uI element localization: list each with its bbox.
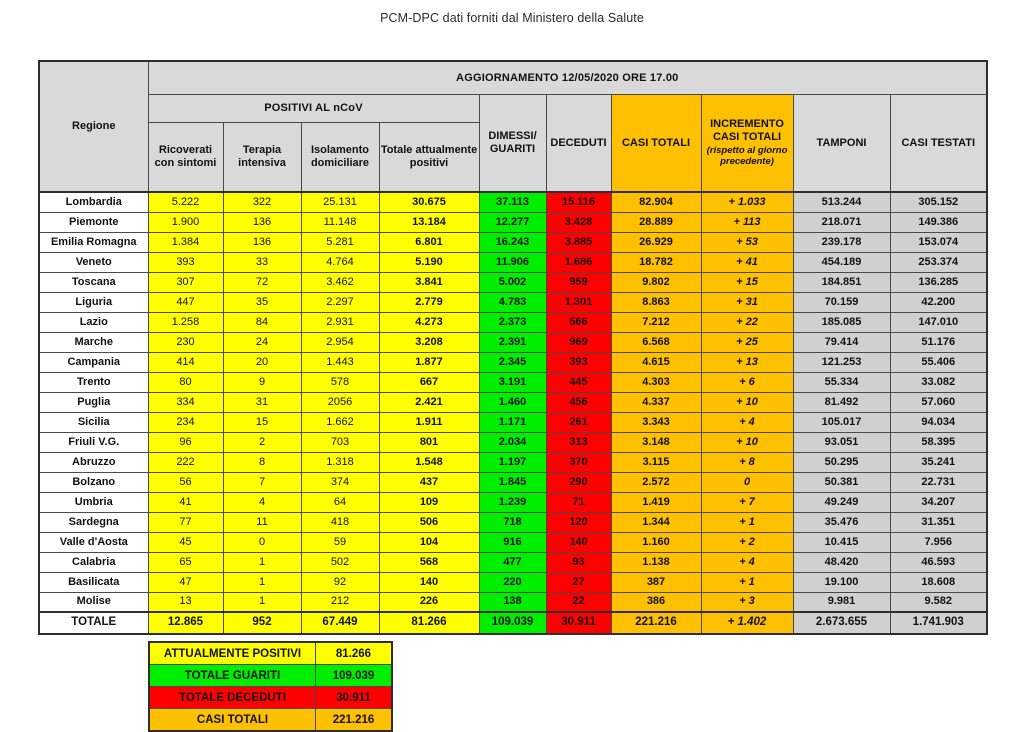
table-header (39, 61, 987, 192)
cell-isolamento-domiciliare: 1.443 (301, 352, 379, 372)
cell-deceduti: 140 (546, 532, 611, 552)
cell-casi-totali: 1.419 (611, 492, 701, 512)
cell-tamponi: 35.476 (793, 512, 890, 532)
header-group-positivi: POSITIVI AL nCoV (148, 95, 479, 123)
cell-incremento-casi-totali: + 31 (701, 292, 793, 312)
cell-regione: Bolzano (39, 472, 148, 492)
cell-terapia-intensiva: 1 (223, 552, 301, 572)
cell-isolamento-domiciliare: 1.318 (301, 452, 379, 472)
regional-covid-table (38, 60, 988, 635)
cell-casi-testati: 55.406 (890, 352, 987, 372)
cell-casi-totali: 18.782 (611, 252, 701, 272)
cell-ricoverati: 96 (148, 432, 223, 452)
cell-totale-attualmente-positivi: 140 (379, 572, 479, 592)
header-incremento-label: INCREMENTO CASI TOTALI (710, 118, 784, 144)
cell-totale-attualmente-positivi: 30.675 (379, 192, 479, 212)
cell-ricoverati: 77 (148, 512, 223, 532)
table-row (39, 252, 987, 272)
cell-regione: Umbria (39, 492, 148, 512)
cell-dimessi-guariti: 3.191 (479, 372, 546, 392)
table-row (39, 312, 987, 332)
cell-totale-attualmente-positivi: 13.184 (379, 212, 479, 232)
cell-ricoverati: 5.222 (148, 192, 223, 212)
cell-totale-attualmente-positivi: 81.266 (379, 612, 479, 634)
cell-casi-testati: 253.374 (890, 252, 987, 272)
cell-deceduti: 959 (546, 272, 611, 292)
cell-incremento-casi-totali: + 41 (701, 252, 793, 272)
cell-incremento-casi-totali: + 10 (701, 432, 793, 452)
cell-totale-attualmente-positivi: 568 (379, 552, 479, 572)
cell-casi-totali: 221.216 (611, 612, 701, 634)
cell-isolamento-domiciliare: 4.764 (301, 252, 379, 272)
cell-dimessi-guariti: 2.345 (479, 352, 546, 372)
cell-totale-attualmente-positivi: 6.801 (379, 232, 479, 252)
cell-totale-attualmente-positivi: 5.190 (379, 252, 479, 272)
cell-isolamento-domiciliare: 64 (301, 492, 379, 512)
cell-casi-testati: 35.241 (890, 452, 987, 472)
cell-ricoverati: 1.900 (148, 212, 223, 232)
header-deceduti: DECEDUTI (546, 95, 611, 193)
cell-tamponi: 81.492 (793, 392, 890, 412)
summary-legend-table (148, 641, 393, 732)
cell-dimessi-guariti: 11.906 (479, 252, 546, 272)
cell-casi-totali: 4.303 (611, 372, 701, 392)
cell-tamponi: 454.189 (793, 252, 890, 272)
cell-incremento-casi-totali: + 15 (701, 272, 793, 292)
cell-dimessi-guariti: 718 (479, 512, 546, 532)
cell-incremento-casi-totali: + 53 (701, 232, 793, 252)
legend-label: TOTALE DECEDUTI (149, 687, 316, 709)
cell-totale-attualmente-positivi: 1.911 (379, 412, 479, 432)
cell-regione: Basilicata (39, 572, 148, 592)
cell-deceduti: 93 (546, 552, 611, 572)
cell-casi-testati: 94.034 (890, 412, 987, 432)
cell-tamponi: 239.178 (793, 232, 890, 252)
cell-casi-totali: 1.344 (611, 512, 701, 532)
cell-dimessi-guariti: 1.239 (479, 492, 546, 512)
cell-regione: Lazio (39, 312, 148, 332)
cell-casi-totali: 3.115 (611, 452, 701, 472)
cell-deceduti: 27 (546, 572, 611, 592)
cell-dimessi-guariti: 1.171 (479, 412, 546, 432)
cell-tamponi: 184.851 (793, 272, 890, 292)
cell-dimessi-guariti: 138 (479, 592, 546, 612)
cell-totale-attualmente-positivi: 506 (379, 512, 479, 532)
cell-incremento-casi-totali: + 1 (701, 512, 793, 532)
cell-tamponi: 79.414 (793, 332, 890, 352)
legend-label: CASI TOTALI (149, 709, 316, 732)
cell-casi-totali: 386 (611, 592, 701, 612)
cell-ricoverati: 12.865 (148, 612, 223, 634)
cell-ricoverati: 230 (148, 332, 223, 352)
legend-row (149, 665, 392, 687)
cell-deceduti: 261 (546, 412, 611, 432)
cell-totale-attualmente-positivi: 437 (379, 472, 479, 492)
cell-casi-testati: 22.731 (890, 472, 987, 492)
cell-casi-testati: 42.200 (890, 292, 987, 312)
cell-tamponi: 50.295 (793, 452, 890, 472)
cell-tamponi: 10.415 (793, 532, 890, 552)
cell-tamponi: 93.051 (793, 432, 890, 452)
cell-totale-attualmente-positivi: 226 (379, 592, 479, 612)
cell-ricoverati: 80 (148, 372, 223, 392)
cell-dimessi-guariti: 37.113 (479, 192, 546, 212)
cell-deceduti: 456 (546, 392, 611, 412)
cell-dimessi-guariti: 12.277 (479, 212, 546, 232)
legend-row (149, 709, 392, 732)
cell-casi-testati: 149.386 (890, 212, 987, 232)
cell-terapia-intensiva: 11 (223, 512, 301, 532)
cell-dimessi-guariti: 5.002 (479, 272, 546, 292)
cell-deceduti: 393 (546, 352, 611, 372)
cell-regione: Sicilia (39, 412, 148, 432)
cell-regione: Molise (39, 592, 148, 612)
cell-tamponi: 70.159 (793, 292, 890, 312)
cell-dimessi-guariti: 109.039 (479, 612, 546, 634)
cell-casi-totali: 1.160 (611, 532, 701, 552)
cell-ricoverati: 47 (148, 572, 223, 592)
cell-ricoverati: 45 (148, 532, 223, 552)
cell-dimessi-guariti: 2.034 (479, 432, 546, 452)
legend-body (149, 642, 392, 731)
cell-terapia-intensiva: 31 (223, 392, 301, 412)
cell-totale-attualmente-positivi: 1.548 (379, 452, 479, 472)
cell-casi-testati: 33.082 (890, 372, 987, 392)
cell-ricoverati: 393 (148, 252, 223, 272)
cell-ricoverati: 41 (148, 492, 223, 512)
cell-casi-totali: 4.337 (611, 392, 701, 412)
cell-incremento-casi-totali: + 4 (701, 552, 793, 572)
cell-regione: Calabria (39, 552, 148, 572)
cell-terapia-intensiva: 1 (223, 572, 301, 592)
cell-isolamento-domiciliare: 67.449 (301, 612, 379, 634)
cell-deceduti: 566 (546, 312, 611, 332)
cell-casi-testati: 51.176 (890, 332, 987, 352)
header-tamponi: TAMPONI (793, 95, 890, 193)
cell-deceduti: 445 (546, 372, 611, 392)
table-row (39, 452, 987, 472)
cell-casi-totali: 4.615 (611, 352, 701, 372)
cell-incremento-casi-totali: + 25 (701, 332, 793, 352)
legend-value: 221.216 (316, 709, 393, 732)
cell-isolamento-domiciliare: 59 (301, 532, 379, 552)
cell-casi-totali: 28.889 (611, 212, 701, 232)
cell-terapia-intensiva: 2 (223, 432, 301, 452)
cell-incremento-casi-totali: + 7 (701, 492, 793, 512)
table-row (39, 572, 987, 592)
cell-terapia-intensiva: 72 (223, 272, 301, 292)
cell-casi-totali: 8.863 (611, 292, 701, 312)
cell-totale-attualmente-positivi: 4.273 (379, 312, 479, 332)
header-casi-totali: CASI TOTALI (611, 95, 701, 193)
cell-deceduti: 969 (546, 332, 611, 352)
cell-deceduti: 71 (546, 492, 611, 512)
header-totale-attualmente-positivi: Totale attualmente positivi (379, 123, 479, 193)
legend-value: 30.911 (316, 687, 393, 709)
cell-isolamento-domiciliare: 703 (301, 432, 379, 452)
legend-row (149, 642, 392, 665)
table-row (39, 332, 987, 352)
cell-casi-testati: 57.060 (890, 392, 987, 412)
cell-ricoverati: 234 (148, 412, 223, 432)
cell-tamponi: 49.249 (793, 492, 890, 512)
cell-regione: Veneto (39, 252, 148, 272)
cell-ricoverati: 56 (148, 472, 223, 492)
cell-deceduti: 313 (546, 432, 611, 452)
cell-ricoverati: 13 (148, 592, 223, 612)
table-row (39, 532, 987, 552)
cell-terapia-intensiva: 0 (223, 532, 301, 552)
cell-incremento-casi-totali: + 13 (701, 352, 793, 372)
cell-incremento-casi-totali: + 113 (701, 212, 793, 232)
cell-deceduti: 120 (546, 512, 611, 532)
cell-dimessi-guariti: 1.197 (479, 452, 546, 472)
page-title: PCM-DPC dati forniti dal Ministero della Salute (380, 11, 644, 25)
cell-casi-testati: 305.152 (890, 192, 987, 212)
cell-terapia-intensiva: 136 (223, 212, 301, 232)
cell-deceduti: 1.686 (546, 252, 611, 272)
cell-casi-totali: 9.802 (611, 272, 701, 292)
cell-tamponi: 50.381 (793, 472, 890, 492)
cell-totale-attualmente-positivi: 104 (379, 532, 479, 552)
cell-casi-totali: 3.343 (611, 412, 701, 432)
header-aggiornamento: AGGIORNAMENTO 12/05/2020 ORE 17.00 (148, 61, 987, 95)
cell-ricoverati: 1.258 (148, 312, 223, 332)
cell-isolamento-domiciliare: 92 (301, 572, 379, 592)
cell-regione: Emilia Romagna (39, 232, 148, 252)
cell-casi-totali: 26.929 (611, 232, 701, 252)
cell-isolamento-domiciliare: 11.148 (301, 212, 379, 232)
cell-dimessi-guariti: 16.243 (479, 232, 546, 252)
cell-ricoverati: 1.384 (148, 232, 223, 252)
cell-tamponi: 9.981 (793, 592, 890, 612)
cell-casi-testati: 153.074 (890, 232, 987, 252)
cell-ricoverati: 447 (148, 292, 223, 312)
table-row (39, 352, 987, 372)
header-casi-testati: CASI TESTATI (890, 95, 987, 193)
cell-ricoverati: 414 (148, 352, 223, 372)
legend-value: 81.266 (316, 642, 393, 665)
cell-terapia-intensiva: 4 (223, 492, 301, 512)
cell-incremento-casi-totali: + 4 (701, 412, 793, 432)
table-row (39, 512, 987, 532)
cell-totale-attualmente-positivi: 3.841 (379, 272, 479, 292)
table-row (39, 472, 987, 492)
cell-terapia-intensiva: 952 (223, 612, 301, 634)
cell-terapia-intensiva: 1 (223, 592, 301, 612)
cell-terapia-intensiva: 84 (223, 312, 301, 332)
cell-deceduti: 290 (546, 472, 611, 492)
cell-isolamento-domiciliare: 2.931 (301, 312, 379, 332)
cell-casi-totali: 3.148 (611, 432, 701, 452)
cell-incremento-casi-totali: + 3 (701, 592, 793, 612)
cell-totale-attualmente-positivi: 2.421 (379, 392, 479, 412)
cell-casi-totali: 387 (611, 572, 701, 592)
cell-casi-testati: 1.741.903 (890, 612, 987, 634)
cell-tamponi: 121.253 (793, 352, 890, 372)
table-row (39, 432, 987, 452)
cell-terapia-intensiva: 9 (223, 372, 301, 392)
cell-casi-totali: 1.138 (611, 552, 701, 572)
cell-totale-attualmente-positivi: 3.208 (379, 332, 479, 352)
cell-regione: Liguria (39, 292, 148, 312)
cell-casi-testati: 18.608 (890, 572, 987, 592)
cell-deceduti: 22 (546, 592, 611, 612)
header-ricoverati-con-sintomi: Ricoverati con sintomi (148, 123, 223, 193)
cell-totale-attualmente-positivi: 1.877 (379, 352, 479, 372)
cell-deceduti: 30.911 (546, 612, 611, 634)
table-row (39, 232, 987, 252)
cell-ricoverati: 307 (148, 272, 223, 292)
cell-regione: TOTALE (39, 612, 148, 634)
header-terapia-intensiva: Terapia intensiva (223, 123, 301, 193)
covid-table-container (38, 60, 986, 635)
table-row (39, 412, 987, 432)
cell-ricoverati: 334 (148, 392, 223, 412)
header-regione: Regione (39, 61, 148, 192)
legend-value: 109.039 (316, 665, 393, 687)
legend-label: TOTALE GUARITI (149, 665, 316, 687)
cell-isolamento-domiciliare: 3.462 (301, 272, 379, 292)
cell-deceduti: 3.885 (546, 232, 611, 252)
cell-casi-totali: 7.212 (611, 312, 701, 332)
cell-dimessi-guariti: 1.845 (479, 472, 546, 492)
cell-incremento-casi-totali: + 8 (701, 452, 793, 472)
cell-incremento-casi-totali: + 1.402 (701, 612, 793, 634)
cell-incremento-casi-totali: + 22 (701, 312, 793, 332)
cell-terapia-intensiva: 20 (223, 352, 301, 372)
cell-casi-testati: 34.207 (890, 492, 987, 512)
cell-deceduti: 15.116 (546, 192, 611, 212)
cell-regione: Puglia (39, 392, 148, 412)
cell-casi-testati: 46.593 (890, 552, 987, 572)
table-row (39, 372, 987, 392)
cell-incremento-casi-totali: + 1 (701, 572, 793, 592)
cell-terapia-intensiva: 33 (223, 252, 301, 272)
cell-dimessi-guariti: 477 (479, 552, 546, 572)
cell-casi-testati: 9.582 (890, 592, 987, 612)
header-dimessi-guariti: DIMESSI/ GUARITI (479, 95, 546, 193)
cell-totale-attualmente-positivi: 667 (379, 372, 479, 392)
cell-ricoverati: 65 (148, 552, 223, 572)
cell-isolamento-domiciliare: 374 (301, 472, 379, 492)
cell-terapia-intensiva: 136 (223, 232, 301, 252)
cell-casi-testati: 136.285 (890, 272, 987, 292)
cell-isolamento-domiciliare: 2.954 (301, 332, 379, 352)
cell-isolamento-domiciliare: 212 (301, 592, 379, 612)
cell-isolamento-domiciliare: 5.281 (301, 232, 379, 252)
cell-isolamento-domiciliare: 502 (301, 552, 379, 572)
cell-dimessi-guariti: 220 (479, 572, 546, 592)
cell-casi-totali: 82.904 (611, 192, 701, 212)
legend-row (149, 687, 392, 709)
cell-casi-testati: 58.395 (890, 432, 987, 452)
cell-regione: Marche (39, 332, 148, 352)
header-incremento-note: (rispetto al giorno precedente) (706, 144, 788, 167)
cell-dimessi-guariti: 2.373 (479, 312, 546, 332)
cell-regione: Sardegna (39, 512, 148, 532)
cell-casi-totali: 2.572 (611, 472, 701, 492)
cell-regione: Friuli V.G. (39, 432, 148, 452)
cell-casi-totali: 6.568 (611, 332, 701, 352)
cell-deceduti: 370 (546, 452, 611, 472)
cell-totale-attualmente-positivi: 801 (379, 432, 479, 452)
cell-terapia-intensiva: 322 (223, 192, 301, 212)
cell-isolamento-domiciliare: 418 (301, 512, 379, 532)
cell-regione: Toscana (39, 272, 148, 292)
table-body (39, 192, 987, 634)
cell-terapia-intensiva: 24 (223, 332, 301, 352)
table-row (39, 212, 987, 232)
table-row (39, 392, 987, 412)
cell-terapia-intensiva: 35 (223, 292, 301, 312)
cell-deceduti: 1.301 (546, 292, 611, 312)
cell-casi-testati: 31.351 (890, 512, 987, 532)
cell-incremento-casi-totali: + 1.033 (701, 192, 793, 212)
legend-label: ATTUALMENTE POSITIVI (149, 642, 316, 665)
table-row (39, 192, 987, 212)
cell-tamponi: 48.420 (793, 552, 890, 572)
cell-tamponi: 218.071 (793, 212, 890, 232)
cell-isolamento-domiciliare: 2.297 (301, 292, 379, 312)
cell-terapia-intensiva: 15 (223, 412, 301, 432)
cell-incremento-casi-totali: 0 (701, 472, 793, 492)
cell-tamponi: 185.085 (793, 312, 890, 332)
table-row (39, 552, 987, 572)
cell-dimessi-guariti: 4.783 (479, 292, 546, 312)
table-row (39, 292, 987, 312)
cell-regione: Lombardia (39, 192, 148, 212)
table-row-totale (39, 612, 987, 634)
cell-totale-attualmente-positivi: 109 (379, 492, 479, 512)
cell-isolamento-domiciliare: 1.662 (301, 412, 379, 432)
cell-totale-attualmente-positivi: 2.779 (379, 292, 479, 312)
cell-casi-testati: 7.956 (890, 532, 987, 552)
table-row (39, 592, 987, 612)
header-incremento-casi-totali (701, 95, 793, 193)
legend-container (148, 641, 393, 732)
cell-tamponi: 55.334 (793, 372, 890, 392)
cell-isolamento-domiciliare: 2056 (301, 392, 379, 412)
cell-terapia-intensiva: 8 (223, 452, 301, 472)
table-row (39, 492, 987, 512)
cell-dimessi-guariti: 1.460 (479, 392, 546, 412)
cell-isolamento-domiciliare: 25.131 (301, 192, 379, 212)
cell-tamponi: 2.673.655 (793, 612, 890, 634)
cell-terapia-intensiva: 7 (223, 472, 301, 492)
cell-regione: Trento (39, 372, 148, 392)
cell-regione: Valle d'Aosta (39, 532, 148, 552)
cell-regione: Abruzzo (39, 452, 148, 472)
cell-casi-testati: 147.010 (890, 312, 987, 332)
cell-dimessi-guariti: 2.391 (479, 332, 546, 352)
header-isolamento-domiciliare: Isolamento domiciliare (301, 123, 379, 193)
cell-tamponi: 513.244 (793, 192, 890, 212)
cell-deceduti: 3.428 (546, 212, 611, 232)
cell-ricoverati: 222 (148, 452, 223, 472)
cell-incremento-casi-totali: + 2 (701, 532, 793, 552)
cell-regione: Campania (39, 352, 148, 372)
cell-incremento-casi-totali: + 6 (701, 372, 793, 392)
table-row (39, 272, 987, 292)
cell-regione: Piemonte (39, 212, 148, 232)
cell-incremento-casi-totali: + 10 (701, 392, 793, 412)
cell-tamponi: 19.100 (793, 572, 890, 592)
cell-dimessi-guariti: 916 (479, 532, 546, 552)
cell-isolamento-domiciliare: 578 (301, 372, 379, 392)
cell-tamponi: 105.017 (793, 412, 890, 432)
